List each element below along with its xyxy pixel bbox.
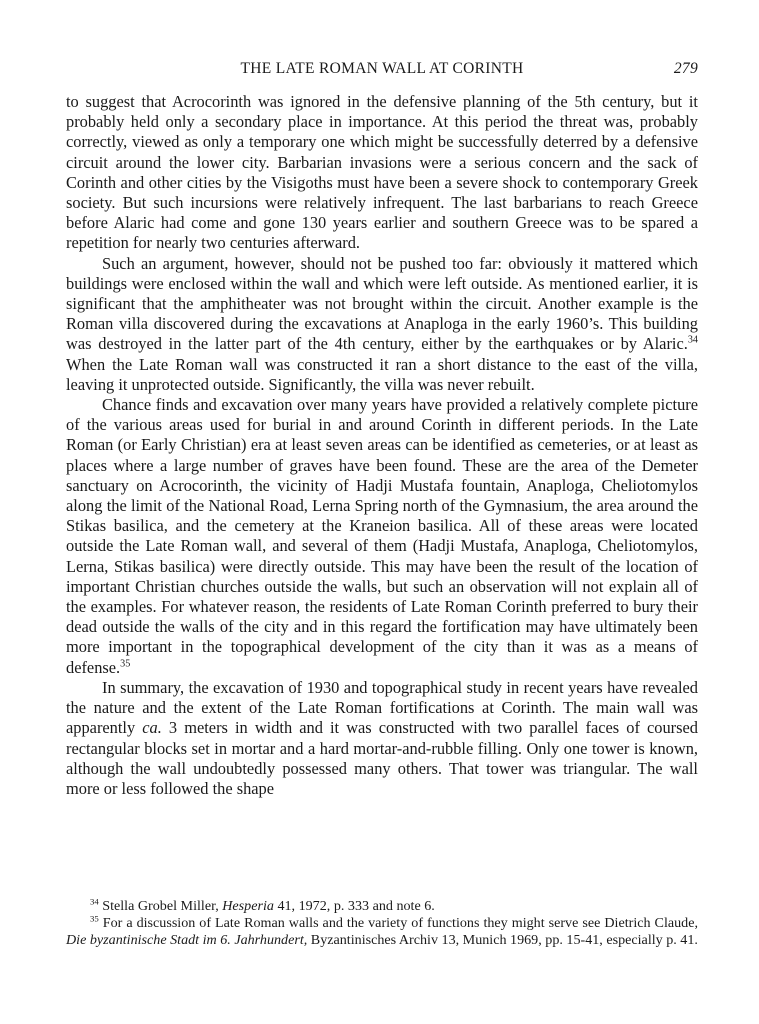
footnote-35-text-a: For a discussion of Late Roman walls and the variety of functions they might serve see Dietrich Claude,: [98, 915, 698, 931]
paragraph-4-text-b: 3 meters in width and it was constructed with two parallel faces of coursed rectangular blocks set in mortar and a hard mortar-and-rubble filling. Only one tower is known, although the wall undoubtedly possessed many others. That tower was triangular. The wall more or less followed the shape: [66, 718, 698, 798]
body-text: [66, 92, 698, 799]
paragraph-3-text: Chance finds and excavation over many years have provided a relatively complete picture of the various areas used for burial in and around Corinth in different periods. In the Late Roman (or Early Christian) era at least seven areas can be identified as cemeteries, or at least as places where a large number of graves have been found. These are the area of the Demeter sanctuary on Acrocorinth, the vicinity of Hadji Mustafa fountain, Anaploga, Cheliotomylos along the limit of the National Road, Lerna Spring north of the Gymnasium, the area around the Stikas basilica, and the cemetery at the Kraneion basilica. All of these areas were located outside the Late Roman wall, and several of them (Hadji Mustafa, Anaploga, Cheliotomylos, Lerna, Stikas basilica) were directly outside. This may have been the result of the location of important Christian churches outside the walls, but such an observation will not explain all of the examples. For whatever reason, the residents of Late Roman Corinth preferred to bury their dead outside the walls of the city and in this regard the fortification may have ultimately been more important in the topographical development of the city than it was as a means of defense.: [66, 395, 698, 677]
paragraph-2-text-a: Such an argument, however, should not be pushed too far: obviously it mattered which buildings were enclosed within the wall and which were left outside. As mentioned earlier, it is significant that the amphitheater was not brought within the circuit. Another example is the Roman villa discovered during the excavations at Anaploga in the early 1960’s. This building was destroyed in the latter part of the 4th century, either by the earthquakes or by Alaric.: [66, 253, 698, 354]
footnote-34-number: 34: [90, 896, 99, 907]
paragraph-4-text-a: In summary, the excavation of 1930 and topographical study in recent years have revealed the nature and the extent of the Late Roman fortifications at Corinth. The main wall was apparently: [66, 677, 698, 738]
running-header: [66, 60, 698, 82]
paragraph-4: [66, 678, 698, 799]
footnote-34-text-a: Stella Grobel Miller,: [98, 898, 223, 914]
footnote-35: [66, 915, 698, 949]
footnote-ref-34[interactable]: 34: [687, 334, 698, 346]
footnote-34-journal: Hesperia: [222, 898, 274, 914]
footnotes: [66, 898, 698, 949]
paragraph-4-abbrev: ca.: [142, 718, 162, 738]
footnote-35-number: 35: [90, 913, 99, 924]
footnote-35-book: Die byzantinische Stadt im 6. Jahrhundert,: [66, 932, 308, 948]
paragraph-1-text: to suggest that Acrocorinth was ignored in the defensive planning of the 5th century, but it probably held only a secondary place in importance. At this period the threat was, probably correctly, viewed as only a temporary one which might be successfully deterred by a defensive circuit around the lower city. Barbarian invasions were a serious concern and the sack of Corinth and other cities by the Visigoths must have been a severe shock to contemporary Greek society. But such incursions were relatively infrequent. The last barbarians to reach Greece before Alaric had come and gone 130 years earlier and southern Greece was to be spared a repetition for nearly two centuries afterward.: [66, 92, 698, 253]
paragraph-1: [66, 92, 698, 254]
paragraph-2-text-b: When the Late Roman wall was constructed it ran a short distance to the east of the villa, leaving it unprotected outside. Significantly, the villa was never rebuilt.: [66, 354, 698, 394]
running-title: THE LATE ROMAN WALL AT CORINTH: [240, 60, 524, 77]
footnote-34-text-b: 41, 1972, p. 333 and note 6.: [273, 898, 435, 914]
paragraph-3: [66, 395, 698, 678]
footnote-34: [66, 898, 698, 915]
footnote-35-text-b: Byzantinisches Archiv 13, Munich 1969, pp. 15-41, especially p. 41.: [307, 932, 698, 948]
page-number: 279: [673, 60, 698, 77]
paragraph-2: [66, 254, 698, 395]
footnote-ref-35[interactable]: 35: [120, 658, 131, 670]
